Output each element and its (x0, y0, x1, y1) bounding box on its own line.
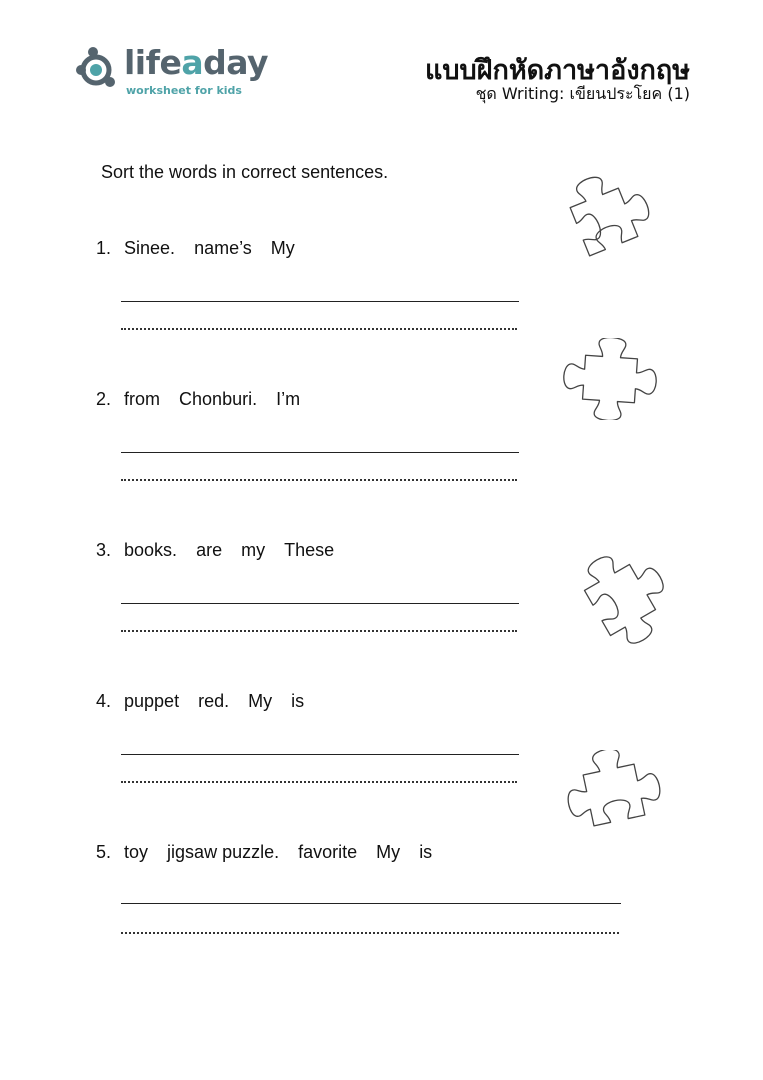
word: toy (124, 842, 149, 862)
word: Chonburi. (179, 389, 258, 409)
answer-line[interactable] (121, 903, 621, 904)
word: books. (124, 540, 178, 560)
word: is (419, 842, 433, 862)
question-number: 1. (96, 238, 112, 258)
word: These (284, 540, 335, 560)
answer-line[interactable] (121, 452, 519, 453)
answer-line[interactable] (121, 301, 519, 302)
answer-line[interactable] (121, 754, 519, 755)
page-title: แบบฝึกหัดภาษาอังกฤษ (425, 55, 690, 86)
answer-dotted-line[interactable] (121, 479, 517, 481)
logo-molecule-icon (74, 44, 124, 94)
puzzle-piece-icon (560, 338, 660, 420)
word: jigsaw puzzle. (167, 842, 280, 862)
logo-tagline: worksheet for kids (126, 84, 242, 97)
word: is (291, 691, 305, 711)
question-number: 2. (96, 389, 112, 409)
question-5 (96, 842, 446, 863)
answer-line[interactable] (121, 603, 519, 604)
word: I’m (276, 389, 301, 409)
answer-dotted-line[interactable] (121, 630, 517, 632)
word: red. (198, 691, 230, 711)
word: puppet (124, 691, 180, 711)
page-subtitle: ชุด Writing: เขียนประโยค (1) (475, 84, 690, 103)
question-1 (96, 238, 309, 259)
puzzle-piece-icon (566, 750, 662, 840)
puzzle-piece-icon (570, 552, 670, 648)
answer-dotted-line[interactable] (121, 781, 517, 783)
word: My (248, 691, 273, 711)
word: Sinee. (124, 238, 176, 258)
question-2 (96, 389, 314, 410)
question-3 (96, 540, 348, 561)
question-number: 4. (96, 691, 112, 711)
word: from (124, 389, 161, 409)
word: are (196, 540, 223, 560)
word: my (241, 540, 266, 560)
logo-wordmark: lifeaday (124, 43, 269, 82)
answer-dotted-line[interactable] (121, 328, 517, 330)
word: favorite (298, 842, 358, 862)
question-4 (96, 691, 318, 712)
answer-dotted-line[interactable] (121, 932, 619, 934)
puzzle-piece-icon (556, 176, 652, 268)
word: name’s (194, 238, 252, 258)
word: My (270, 238, 295, 258)
question-number: 3. (96, 540, 112, 560)
word: My (376, 842, 401, 862)
question-number: 5. (96, 842, 112, 862)
instruction-text: Sort the words in correct sentences. (101, 162, 389, 182)
logo (74, 43, 269, 104)
